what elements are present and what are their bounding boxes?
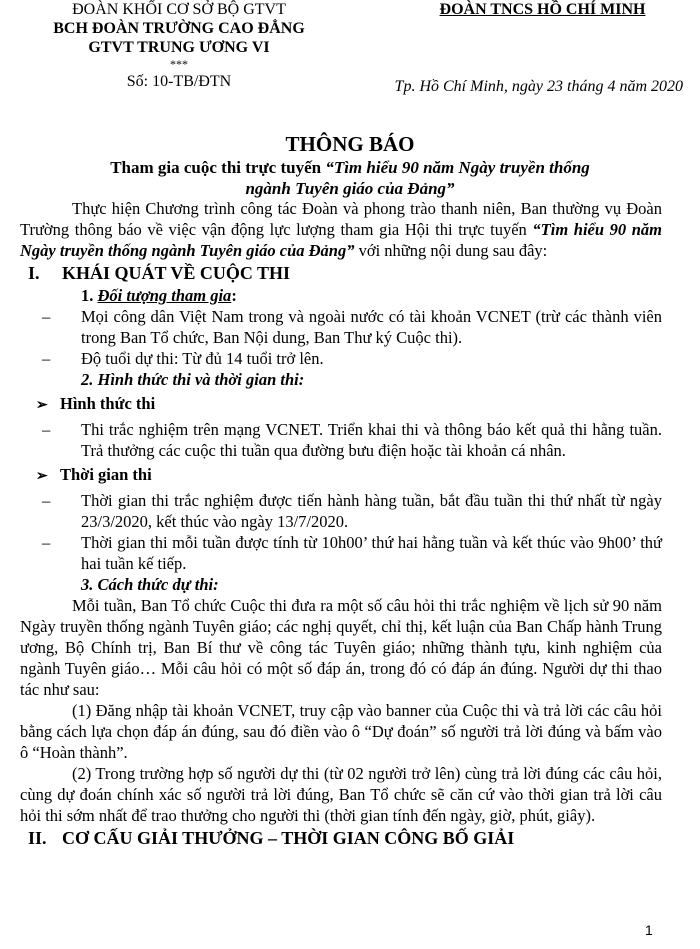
list-item-text: Thời gian thi trắc nghiệm được tiến hành hàng tuần, bắt đầu tuần thi thứ nhất từ ngày 23/3/2020, kết thúc vào ngày 13/7/2020. xyxy=(81,491,662,531)
list-item-text: Thi trắc nghiệm trên mạng VCNET. Triển khai thi và thông báo kết quả thi hằng tuần. Trả thưởng các cuộc thi tuần qua đường bưu điện hoặc tài khoản cá nhân. xyxy=(81,420,662,460)
paragraph: Mỗi tuần, Ban Tổ chức Cuộc thi đưa ra một số câu hỏi thi trắc nghiệm về lịch sử 90 năm Ngày truyền thống ngành Tuyên giáo; các nghị quyết, chỉ thị, kết luận của Ban Chấp hành Trung ương, Bộ Chính trị, Ban Bí thư về công tác Tuyên giáo; những thành tựu, kinh nghiệm của ngành Tuyên giáo… Mỗi câu hỏi có một số đáp án, trong đó có đáp án đúng. Người dự thi thao tác như sau: xyxy=(20,596,662,699)
item-1-title: Đối tượng tham gia xyxy=(97,286,232,305)
issuer-block xyxy=(18,0,340,91)
item-3-number: 3. xyxy=(81,575,94,594)
list-item xyxy=(20,532,662,574)
item-2-heading xyxy=(81,369,662,390)
list-item xyxy=(20,419,662,461)
section-1-heading xyxy=(28,262,662,285)
subheading-text: Thời gian thi xyxy=(60,465,152,484)
intro-paragraph xyxy=(20,198,662,261)
item-2-number: 2. xyxy=(81,370,94,389)
section-2-title: CƠ CẤU GIẢI THƯỞNG – THỜI GIAN CÔNG BỐ GIẢI xyxy=(62,828,515,848)
subheading-thoi-gian-thi xyxy=(36,464,662,487)
issuer-line-3: GTVT TRUNG ƯƠNG VI xyxy=(88,39,270,56)
subtitle-quote-1: “Tìm hiểu 90 năm Ngày truyền thống xyxy=(325,158,590,177)
intro-quote: “Tìm hiểu 90 năm Ngày truyền thống ngành Tuyên giáo của Đảng” xyxy=(20,220,662,260)
list-item xyxy=(20,306,662,348)
section-2-heading xyxy=(28,827,662,850)
item-1-heading xyxy=(81,285,662,306)
issuer-line-2: BCH ĐOÀN TRƯỜNG CAO ĐẲNG xyxy=(53,20,305,37)
subtitle-quote-2: ngành Tuyên giáo của Đảng” xyxy=(245,179,455,198)
list-item xyxy=(20,490,662,532)
subheading-hinh-thuc-thi xyxy=(36,393,662,416)
section-1-number: I. xyxy=(28,263,40,283)
section-1-title: KHÁI QUÁT VỀ CUỘC THI xyxy=(62,263,291,283)
subtitle-prefix: Tham gia cuộc thi trực tuyến xyxy=(110,158,326,177)
date-line: Tp. Hồ Chí Minh, ngày 23 tháng 4 năm 2020 xyxy=(394,78,683,95)
page-number: 1 xyxy=(645,922,653,938)
dash-mark: – xyxy=(42,491,51,510)
item-2-title: Hình thức thi và thời gian thi: xyxy=(97,370,305,389)
item-3-title: Cách thức dự thi: xyxy=(97,575,219,594)
separator-stars: *** xyxy=(170,57,188,71)
document-subtitle xyxy=(0,157,700,199)
item-1-number: 1. xyxy=(81,286,94,305)
dash-mark: – xyxy=(42,307,51,326)
document-number: Số: 10-TB/ĐTN xyxy=(126,73,232,90)
intro-text-b: với những nội dung sau đây: xyxy=(354,241,548,260)
subheading-text: Hình thức thi xyxy=(60,394,156,413)
arrow-bullet-icon: ➢ xyxy=(36,469,48,484)
paragraph: (1) Đăng nhập tài khoản VCNET, truy cập vào banner của Cuộc thi và trả lời các câu hỏi bằng cách lựa chọn đáp án đúng, sau đó điền vào ô “Dự đoán” số người trả lời đúng và bấm vào ô “Hoàn thành”. xyxy=(20,701,662,762)
item-1-colon: : xyxy=(231,286,237,305)
section-2-number: II. xyxy=(28,828,47,848)
list-item-text: Mọi công dân Việt Nam trong và ngoài nước có tài khoản VCNET (trừ các thành viên trong Ban Tổ chức, Ban Nội dung, Ban Thư ký Cuộc thi). xyxy=(81,307,662,347)
item-3-heading xyxy=(81,574,662,595)
issuer-line-1: ĐOÀN KHỐI CƠ SỞ BỘ GTVT xyxy=(72,1,286,18)
union-name: ĐOÀN TNCS HỒ CHÍ MINH xyxy=(439,1,646,18)
paragraph: (2) Trong trường hợp số người dự thi (từ 02 người trở lên) cùng trả lời đúng các câu hỏi, cùng dự đoán chính xác số người trả lời đúng, Ban Tổ chức sẽ căn cứ vào thời gian trả lời câu hỏi thi sớm nhất để trao thưởng cho người thi (thời gian tính đến ngày, giờ, phút, giây). xyxy=(20,764,662,825)
arrow-bullet-icon: ➢ xyxy=(36,398,48,413)
dash-mark: – xyxy=(42,533,51,552)
list-item xyxy=(20,348,662,369)
list-item-text: Thời gian thi mỗi tuần được tính từ 10h00’ thứ hai hằng tuần và kết thúc vào 9h00’ thứ hai tuần kế tiếp. xyxy=(81,533,662,573)
list-item-text: Độ tuổi dự thi: Từ đủ 14 tuổi trở lên. xyxy=(81,349,324,368)
document-title: THÔNG BÁO xyxy=(285,132,415,156)
dash-mark: – xyxy=(42,349,51,368)
intro-text-a: Thực hiện Chương trình công tác Đoàn và phong trào thanh niên, Ban thường vụ Đoàn Trường thông báo về việc vận động lực lượng tham gia Hội thi trực tuyến xyxy=(20,199,662,239)
document-body xyxy=(20,198,662,850)
dash-mark: – xyxy=(42,420,51,439)
